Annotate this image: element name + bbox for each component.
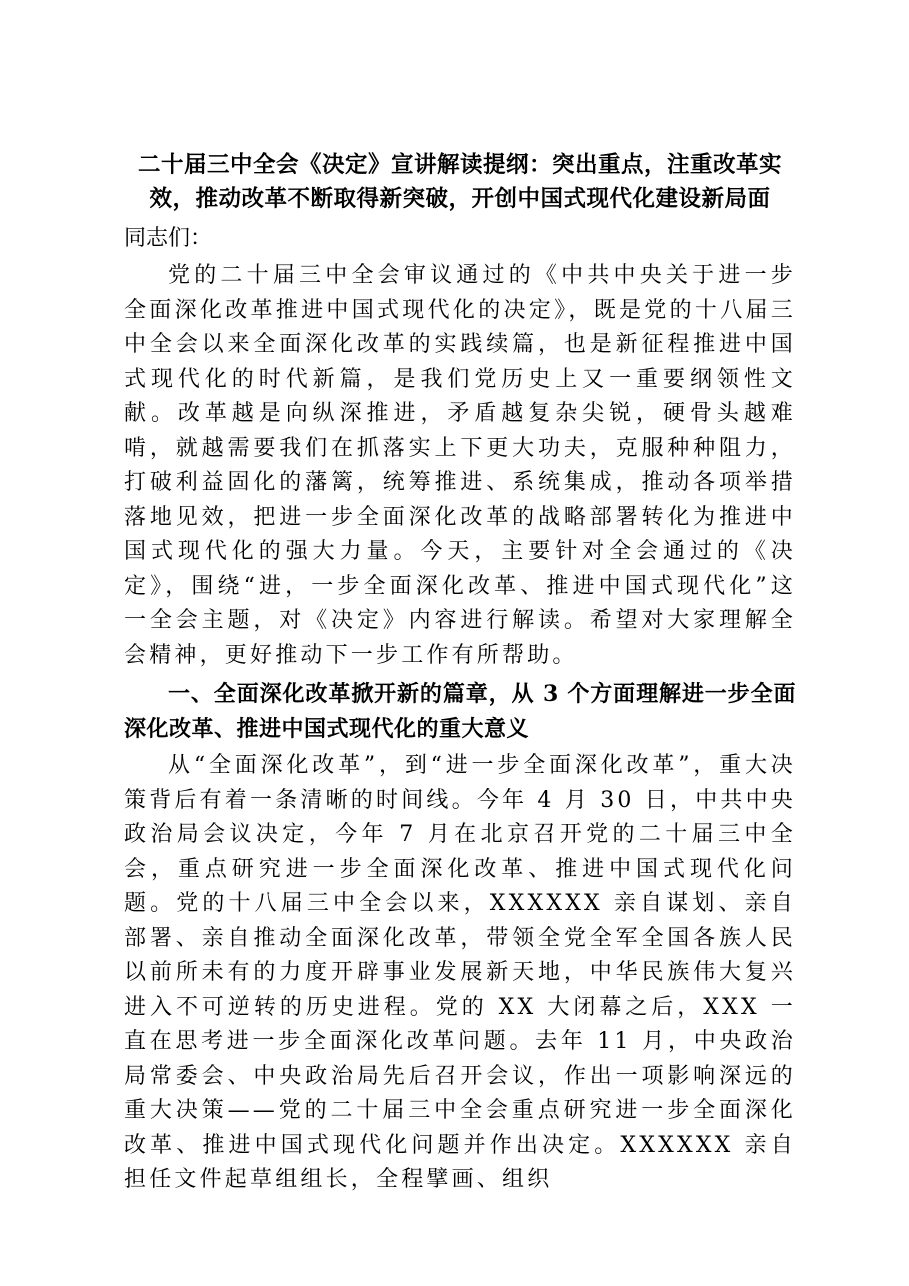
section-heading: 一、全面深化改革掀开新的篇章，从 3 个方面理解进一步全面深化改革、推进中国式现代化的重大意义 <box>124 681 796 742</box>
intro-paragraph: 党的二十届三中全会审议通过的《中共中央关于进一步全面深化改革推进中国式现代化的决定》，既是党的十八届三中全会以来全面深化改革的实践续篇，也是新征程推进中国式现代化的时代新篇，是我们党历史上又一重要纲领性文献。改革越是向纵深推进，矛盾越复杂尖锐，硬骨头越难啃，就越需要我们在抓落实上下更大功夫，克服种种阻力，打破利益固化的藩篱，统筹推进、系统集成，推动各项举措落地见效，把进一步全面深化改革的战略部署转化为推进中国式现代化的强大力量。今天，主要针对全会通过的《决定》，围绕“进，一步全面深化改革、推进中国式现代化”这一全会主题，对《决定》内容进行解读。希望对大家理解全会精神，更好推动下一步工作有所帮助。 <box>124 263 796 668</box>
section-paragraph: 从“全面深化改革”，到“进一步全面深化改革”，重大决策背后有着一条清晰的时间线。今年 4 月 30 日，中共中央政治局会议决定，今年 7 月在北京召开党的二十届三中全会，重点研究进一步全面深化改革、推进中国式现代化问题。党的十八届三中全会以来，XXXXXX 亲自谋划、亲自部署、亲自推动全面深化改革，带领全党全军全国各族人民以前所未有的力度开辟事业发展新天地，中华民族伟大复兴进入不可逆转的历史进程。党的 XX 大闭幕之后，XXX 一直在思考进一步全面深化改革问题。去年 11 月，中央政治局常委会、中央政治局先后召开会议，作出一项影响深远的重大决策——党的二十届三中全会重点研究进一步全面深化改革、推进中国式现代化问题并作出决定。XXXXXX 亲自担任文件起草组组长，全程擘画、组织 <box>124 753 796 1192</box>
salutation: 同志们： <box>124 226 213 251</box>
document-page <box>124 148 796 1198</box>
document-title: 二十届三中全会《决定》宣讲解读提纲：突出重点，注重改革实效，推动改革不断取得新突破，开创中国式现代化建设新局面 <box>137 152 782 212</box>
